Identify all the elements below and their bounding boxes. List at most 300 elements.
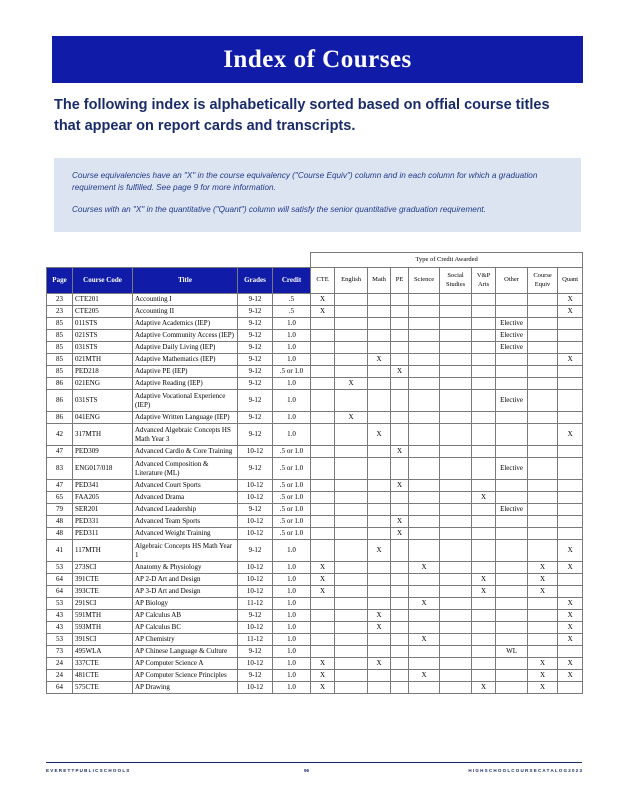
cell-title: Advanced Composition & Literature (ML) bbox=[133, 458, 238, 480]
cell-math bbox=[368, 586, 391, 598]
cell-title: Adaptive Daily Living (IEP) bbox=[133, 342, 238, 354]
table-row bbox=[47, 516, 583, 528]
cell-page: 65 bbox=[47, 492, 73, 504]
cell-credit: .5 or 1.0 bbox=[273, 480, 311, 492]
cell-v-p-arts bbox=[472, 670, 496, 682]
cell-course-code: 021ENG bbox=[73, 378, 133, 390]
col-header: CTE bbox=[311, 268, 335, 294]
cell-grades: 9-12 bbox=[238, 306, 273, 318]
col-header: Science bbox=[409, 268, 440, 294]
cell-quant bbox=[558, 318, 583, 330]
cell-page: 53 bbox=[47, 562, 73, 574]
cell-pe bbox=[391, 330, 409, 342]
cell-other: WL bbox=[496, 646, 528, 658]
table-row bbox=[47, 528, 583, 540]
cell-title: Anatomy & Physiology bbox=[133, 562, 238, 574]
cell-pe bbox=[391, 562, 409, 574]
cell-page: 43 bbox=[47, 622, 73, 634]
cell-credit: 1.0 bbox=[273, 586, 311, 598]
cell-science bbox=[409, 658, 440, 670]
cell-cte: X bbox=[311, 306, 335, 318]
cell-english bbox=[335, 670, 368, 682]
cell-credit: .5 or 1.0 bbox=[273, 446, 311, 458]
table-row bbox=[47, 424, 583, 446]
col-header: PE bbox=[391, 268, 409, 294]
cell-pe bbox=[391, 622, 409, 634]
cell-cte bbox=[311, 390, 335, 412]
cell-english bbox=[335, 318, 368, 330]
cell-course-equiv bbox=[528, 318, 558, 330]
cell-pe bbox=[391, 682, 409, 694]
cell-social-studies bbox=[440, 458, 472, 480]
cell-title: Advanced Cardio & Core Training bbox=[133, 446, 238, 458]
cell-v-p-arts bbox=[472, 646, 496, 658]
cell-course-equiv bbox=[528, 610, 558, 622]
cell-page: 42 bbox=[47, 424, 73, 446]
cell-pe bbox=[391, 540, 409, 562]
cell-title: AP Chinese Language & Culture bbox=[133, 646, 238, 658]
cell-pe bbox=[391, 598, 409, 610]
cell-other: Elective bbox=[496, 342, 528, 354]
cell-title: Adaptive Academics (IEP) bbox=[133, 318, 238, 330]
cell-v-p-arts: X bbox=[472, 586, 496, 598]
cell-other bbox=[496, 492, 528, 504]
cell-course-code: 291SCI bbox=[73, 598, 133, 610]
cell-social-studies bbox=[440, 634, 472, 646]
cell-cte: X bbox=[311, 682, 335, 694]
cell-cte bbox=[311, 610, 335, 622]
cell-grades: 9-12 bbox=[238, 670, 273, 682]
cell-math bbox=[368, 390, 391, 412]
cell-cte: X bbox=[311, 658, 335, 670]
cell-quant bbox=[558, 342, 583, 354]
cell-english bbox=[335, 354, 368, 366]
cell-v-p-arts bbox=[472, 294, 496, 306]
cell-cte bbox=[311, 492, 335, 504]
cell-course-code: 337CTE bbox=[73, 658, 133, 670]
cell-social-studies bbox=[440, 354, 472, 366]
cell-v-p-arts bbox=[472, 354, 496, 366]
cell-grades: 9-12 bbox=[238, 390, 273, 412]
cell-credit: .5 or 1.0 bbox=[273, 366, 311, 378]
cell-v-p-arts bbox=[472, 446, 496, 458]
cell-title: Advanced Weight Training bbox=[133, 528, 238, 540]
cell-social-studies bbox=[440, 670, 472, 682]
table-row bbox=[47, 504, 583, 516]
cell-page: 79 bbox=[47, 504, 73, 516]
info-equivalency-note: Course equivalencies have an "X" in the course equivalency ("Course Equiv") column and in each column for which a graduation requirement is fulfilled. See page 9 for more information. bbox=[72, 171, 538, 192]
cell-pe: X bbox=[391, 528, 409, 540]
course-rows bbox=[47, 294, 583, 694]
cell-v-p-arts bbox=[472, 378, 496, 390]
cell-quant: X bbox=[558, 294, 583, 306]
cell-science bbox=[409, 646, 440, 658]
cell-math bbox=[368, 480, 391, 492]
cell-other bbox=[496, 574, 528, 586]
cell-other: Elective bbox=[496, 330, 528, 342]
cell-science: X bbox=[409, 634, 440, 646]
cell-page: 83 bbox=[47, 458, 73, 480]
cell-social-studies bbox=[440, 318, 472, 330]
cell-pe bbox=[391, 646, 409, 658]
cell-course-code: 393CTE bbox=[73, 586, 133, 598]
table-row bbox=[47, 598, 583, 610]
cell-other bbox=[496, 682, 528, 694]
cell-math bbox=[368, 670, 391, 682]
cell-quant bbox=[558, 574, 583, 586]
cell-page: 48 bbox=[47, 528, 73, 540]
cell-quant bbox=[558, 330, 583, 342]
cell-social-studies bbox=[440, 646, 472, 658]
cell-course-code: 117MTH bbox=[73, 540, 133, 562]
info-box bbox=[54, 158, 581, 232]
cell-math bbox=[368, 574, 391, 586]
cell-science bbox=[409, 378, 440, 390]
cell-grades: 10-12 bbox=[238, 492, 273, 504]
cell-science bbox=[409, 330, 440, 342]
col-header: Quant bbox=[558, 268, 583, 294]
cell-other: Elective bbox=[496, 458, 528, 480]
cell-grades: 10-12 bbox=[238, 528, 273, 540]
cell-english bbox=[335, 424, 368, 446]
cell-course-equiv bbox=[528, 646, 558, 658]
cell-grades: 9-12 bbox=[238, 504, 273, 516]
cell-grades: 9-12 bbox=[238, 610, 273, 622]
cell-science bbox=[409, 504, 440, 516]
cell-cte bbox=[311, 598, 335, 610]
cell-grades: 9-12 bbox=[238, 354, 273, 366]
cell-social-studies bbox=[440, 586, 472, 598]
cell-pe bbox=[391, 378, 409, 390]
cell-english bbox=[335, 458, 368, 480]
cell-cte bbox=[311, 412, 335, 424]
cell-other bbox=[496, 366, 528, 378]
cell-other bbox=[496, 412, 528, 424]
cell-grades: 9-12 bbox=[238, 342, 273, 354]
cell-v-p-arts: X bbox=[472, 682, 496, 694]
cell-science bbox=[409, 528, 440, 540]
cell-course-equiv: X bbox=[528, 682, 558, 694]
cell-quant bbox=[558, 458, 583, 480]
col-header: Credit bbox=[273, 268, 311, 294]
cell-page: 47 bbox=[47, 480, 73, 492]
cell-title: AP Computer Science Principles bbox=[133, 670, 238, 682]
cell-page: 86 bbox=[47, 390, 73, 412]
cell-pe: X bbox=[391, 516, 409, 528]
cell-quant: X bbox=[558, 622, 583, 634]
cell-title: Advanced Drama bbox=[133, 492, 238, 504]
cell-science bbox=[409, 586, 440, 598]
cell-other bbox=[496, 306, 528, 318]
cell-credit: 1.0 bbox=[273, 354, 311, 366]
cell-math: X bbox=[368, 424, 391, 446]
cell-cte: X bbox=[311, 574, 335, 586]
cell-quant: X bbox=[558, 424, 583, 446]
cell-pe bbox=[391, 390, 409, 412]
cell-pe bbox=[391, 492, 409, 504]
cell-credit: 1.0 bbox=[273, 646, 311, 658]
cell-v-p-arts: X bbox=[472, 574, 496, 586]
cell-credit: 1.0 bbox=[273, 412, 311, 424]
course-index-table bbox=[46, 252, 583, 694]
cell-pe bbox=[391, 574, 409, 586]
col-header: V&P Arts bbox=[472, 268, 496, 294]
cell-course-equiv bbox=[528, 634, 558, 646]
table-row bbox=[47, 330, 583, 342]
cell-cte bbox=[311, 528, 335, 540]
cell-cte: X bbox=[311, 670, 335, 682]
table-row bbox=[47, 294, 583, 306]
cell-science bbox=[409, 424, 440, 446]
cell-grades: 10-12 bbox=[238, 516, 273, 528]
cell-v-p-arts bbox=[472, 658, 496, 670]
cell-cte bbox=[311, 504, 335, 516]
cell-course-code: 273SCI bbox=[73, 562, 133, 574]
cell-title: AP Biology bbox=[133, 598, 238, 610]
cell-science bbox=[409, 342, 440, 354]
cell-english bbox=[335, 342, 368, 354]
cell-course-equiv bbox=[528, 622, 558, 634]
cell-v-p-arts bbox=[472, 458, 496, 480]
cell-math bbox=[368, 492, 391, 504]
cell-social-studies bbox=[440, 682, 472, 694]
cell-social-studies bbox=[440, 366, 472, 378]
cell-title: Adaptive Mathematics (IEP) bbox=[133, 354, 238, 366]
cell-pe bbox=[391, 504, 409, 516]
cell-v-p-arts bbox=[472, 390, 496, 412]
table-row bbox=[47, 378, 583, 390]
cell-title: AP Chemistry bbox=[133, 634, 238, 646]
cell-math bbox=[368, 598, 391, 610]
cell-v-p-arts bbox=[472, 330, 496, 342]
cell-other bbox=[496, 516, 528, 528]
cell-quant: X bbox=[558, 658, 583, 670]
cell-course-equiv: X bbox=[528, 574, 558, 586]
cell-math bbox=[368, 528, 391, 540]
cell-v-p-arts bbox=[472, 610, 496, 622]
cell-social-studies bbox=[440, 562, 472, 574]
cell-social-studies bbox=[440, 610, 472, 622]
cell-english bbox=[335, 366, 368, 378]
cell-math bbox=[368, 516, 391, 528]
table-row bbox=[47, 390, 583, 412]
cell-english bbox=[335, 330, 368, 342]
cell-english bbox=[335, 622, 368, 634]
cell-title: AP Calculus BC bbox=[133, 622, 238, 634]
cell-english: X bbox=[335, 378, 368, 390]
cell-quant: X bbox=[558, 540, 583, 562]
cell-credit: .5 or 1.0 bbox=[273, 492, 311, 504]
cell-quant: X bbox=[558, 562, 583, 574]
cell-other bbox=[496, 378, 528, 390]
cell-grades: 10-12 bbox=[238, 658, 273, 670]
cell-course-equiv: X bbox=[528, 562, 558, 574]
cell-grades: 10-12 bbox=[238, 586, 273, 598]
cell-other: Elective bbox=[496, 390, 528, 412]
cell-cte: X bbox=[311, 562, 335, 574]
cell-science bbox=[409, 446, 440, 458]
cell-cte bbox=[311, 366, 335, 378]
cell-other bbox=[496, 634, 528, 646]
cell-title: Advanced Algebraic Concepts HS Math Year 3 bbox=[133, 424, 238, 446]
cell-english bbox=[335, 562, 368, 574]
cell-cte bbox=[311, 330, 335, 342]
cell-science: X bbox=[409, 562, 440, 574]
cell-quant: X bbox=[558, 354, 583, 366]
cell-social-studies bbox=[440, 342, 472, 354]
cell-social-studies bbox=[440, 390, 472, 412]
table-row bbox=[47, 540, 583, 562]
cell-math: X bbox=[368, 658, 391, 670]
cell-pe bbox=[391, 586, 409, 598]
cell-science: X bbox=[409, 598, 440, 610]
cell-page: 23 bbox=[47, 294, 73, 306]
cell-other bbox=[496, 670, 528, 682]
cell-other bbox=[496, 354, 528, 366]
page-footer bbox=[46, 762, 582, 777]
table-header-row bbox=[47, 268, 583, 294]
cell-course-code: PED341 bbox=[73, 480, 133, 492]
cell-social-studies bbox=[440, 492, 472, 504]
cell-credit: .5 or 1.0 bbox=[273, 458, 311, 480]
cell-science bbox=[409, 622, 440, 634]
cell-other bbox=[496, 658, 528, 670]
cell-science bbox=[409, 458, 440, 480]
cell-quant bbox=[558, 528, 583, 540]
cell-english bbox=[335, 682, 368, 694]
cell-course-equiv: X bbox=[528, 670, 558, 682]
cell-v-p-arts bbox=[472, 342, 496, 354]
cell-credit: .5 bbox=[273, 294, 311, 306]
cell-other bbox=[496, 622, 528, 634]
cell-page: 64 bbox=[47, 574, 73, 586]
cell-math bbox=[368, 294, 391, 306]
cell-credit: 1.0 bbox=[273, 390, 311, 412]
cell-english bbox=[335, 306, 368, 318]
page-title: Index of Courses bbox=[52, 36, 583, 83]
cell-other: Elective bbox=[496, 504, 528, 516]
cell-science bbox=[409, 306, 440, 318]
cell-cte: X bbox=[311, 294, 335, 306]
cell-other bbox=[496, 446, 528, 458]
cell-cte: X bbox=[311, 586, 335, 598]
cell-course-equiv: X bbox=[528, 586, 558, 598]
cell-science bbox=[409, 574, 440, 586]
cell-quant bbox=[558, 492, 583, 504]
cell-science bbox=[409, 294, 440, 306]
table-row bbox=[47, 634, 583, 646]
cell-v-p-arts bbox=[472, 598, 496, 610]
cell-other bbox=[496, 294, 528, 306]
cell-course-equiv bbox=[528, 412, 558, 424]
cell-course-code: 481CTE bbox=[73, 670, 133, 682]
cell-english bbox=[335, 492, 368, 504]
cell-other bbox=[496, 480, 528, 492]
table-row bbox=[47, 354, 583, 366]
cell-math bbox=[368, 366, 391, 378]
cell-quant bbox=[558, 378, 583, 390]
cell-page: 85 bbox=[47, 366, 73, 378]
table-row bbox=[47, 646, 583, 658]
cell-title: Advanced Team Sports bbox=[133, 516, 238, 528]
cell-quant bbox=[558, 390, 583, 412]
cell-page: 86 bbox=[47, 378, 73, 390]
cell-grades: 10-12 bbox=[238, 682, 273, 694]
cell-title: Adaptive PE (IEP) bbox=[133, 366, 238, 378]
cell-math bbox=[368, 306, 391, 318]
cell-grades: 11-12 bbox=[238, 598, 273, 610]
cell-cte bbox=[311, 446, 335, 458]
cell-pe bbox=[391, 318, 409, 330]
cell-quant: X bbox=[558, 598, 583, 610]
cell-v-p-arts bbox=[472, 412, 496, 424]
cell-credit: 1.0 bbox=[273, 424, 311, 446]
cell-page: 85 bbox=[47, 318, 73, 330]
cell-credit: 1.0 bbox=[273, 574, 311, 586]
cell-grades: 9-12 bbox=[238, 378, 273, 390]
cell-course-equiv bbox=[528, 330, 558, 342]
cell-science bbox=[409, 480, 440, 492]
cell-title: Adaptive Written Language (IEP) bbox=[133, 412, 238, 424]
table-row bbox=[47, 446, 583, 458]
cell-course-code: 391SCI bbox=[73, 634, 133, 646]
cell-math: X bbox=[368, 354, 391, 366]
cell-page: 86 bbox=[47, 412, 73, 424]
cell-english bbox=[335, 574, 368, 586]
cell-course-code: SER201 bbox=[73, 504, 133, 516]
cell-v-p-arts bbox=[472, 562, 496, 574]
cell-math: X bbox=[368, 540, 391, 562]
cell-other bbox=[496, 424, 528, 446]
cell-quant: X bbox=[558, 670, 583, 682]
cell-course-code: CTE201 bbox=[73, 294, 133, 306]
cell-grades: 9-12 bbox=[238, 294, 273, 306]
cell-credit: 1.0 bbox=[273, 682, 311, 694]
cell-quant: X bbox=[558, 306, 583, 318]
cell-course-code: 575CTE bbox=[73, 682, 133, 694]
cell-english bbox=[335, 516, 368, 528]
cell-credit: 1.0 bbox=[273, 670, 311, 682]
cell-page: 73 bbox=[47, 646, 73, 658]
cell-pe bbox=[391, 610, 409, 622]
cell-other bbox=[496, 610, 528, 622]
cell-cte bbox=[311, 354, 335, 366]
cell-english bbox=[335, 480, 368, 492]
cell-social-studies bbox=[440, 598, 472, 610]
cell-pe bbox=[391, 424, 409, 446]
cell-course-code: 593MTH bbox=[73, 622, 133, 634]
cell-course-code: ENG017/018 bbox=[73, 458, 133, 480]
cell-social-studies bbox=[440, 306, 472, 318]
table-row bbox=[47, 366, 583, 378]
cell-english bbox=[335, 634, 368, 646]
table-row bbox=[47, 658, 583, 670]
cell-math: X bbox=[368, 622, 391, 634]
cell-credit: .5 bbox=[273, 306, 311, 318]
cell-pe bbox=[391, 658, 409, 670]
cell-cte bbox=[311, 342, 335, 354]
cell-title: Adaptive Community Access (IEP) bbox=[133, 330, 238, 342]
cell-grades: 11-12 bbox=[238, 634, 273, 646]
cell-course-code: 495WLA bbox=[73, 646, 133, 658]
col-header: English bbox=[335, 268, 368, 294]
cell-course-code: PED218 bbox=[73, 366, 133, 378]
cell-title: AP 2-D Art and Design bbox=[133, 574, 238, 586]
cell-quant bbox=[558, 480, 583, 492]
cell-v-p-arts bbox=[472, 540, 496, 562]
col-header: Grades bbox=[238, 268, 273, 294]
cell-course-equiv bbox=[528, 342, 558, 354]
